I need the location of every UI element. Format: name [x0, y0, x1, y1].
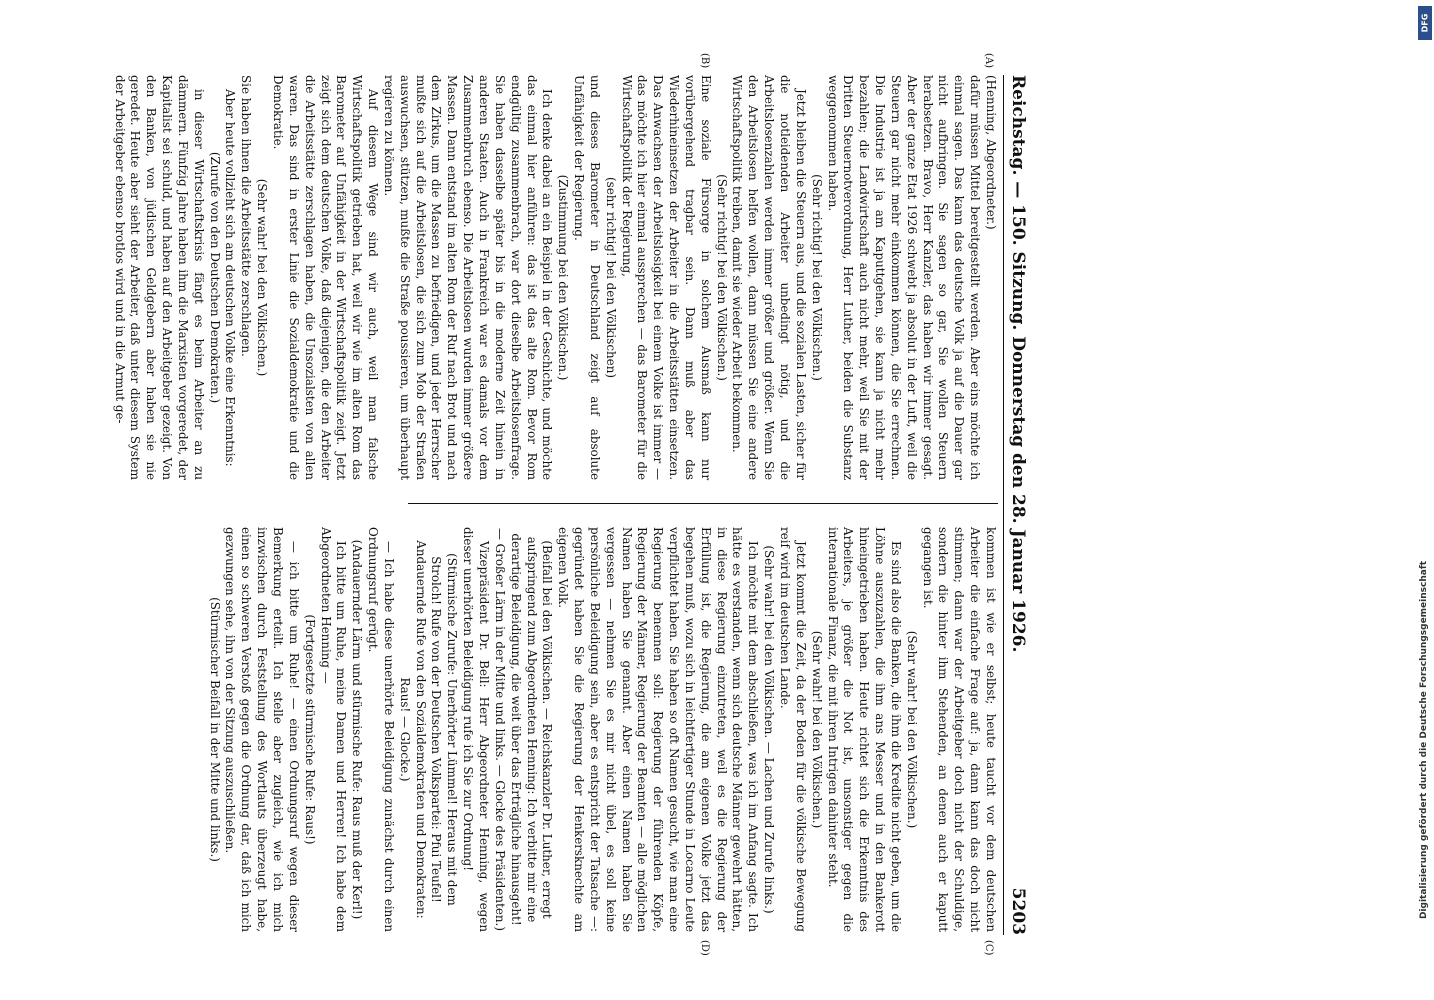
- paragraph: Auf diesem Wege sind wir auch, weil man falsche Wirtschaftspolitik getrieben hat, weil wir wie im alten Rom das Barometer auf Unfähigkeit in der Wirtschaftspolitik zeigt. Jetzt zeigt sich dem deutschen Volke, daß diejenigen, die den Arbeiter die Arbeitsstätte zerschlagen haben, die Unsozialsten von allen waren. Das sind in erster Linie die Sozialdemokratie und die Demokratie.: [271, 75, 381, 480]
- sidebar-caption: [1416, 500, 1432, 980]
- rotated-page: [112, 53, 1030, 956]
- page-header: [1003, 75, 1030, 935]
- interjection: (Fortgesetzte stürmische Rufe: Raus!): [302, 614, 317, 845]
- margin-marker-a: (A): [983, 53, 994, 69]
- paragraph: kommen ist wie er selbst; heute taucht vor dem deutschen Arbeiter die einfache Frage auf: ja, dann kann das doch nicht stimmen; dann war der Arbeitgeber doch nicht der Schuldige, sondern die hinter ihm Stehenden, an denen auch er kaputt gegangen ist.: [920, 527, 998, 932]
- interjection: (Stürmischer Beifall in der Mitte und links.): [207, 597, 222, 862]
- paragraph: Ich bitte um Ruhe, meine Damen und Herren! Ich habe dem Abgeordneten Henning —: [318, 527, 349, 932]
- paragraph: Vizepräsident Dr. Bell: Herr Abgeordneter Henning, wegen dieser unerhörten Beleidigung rufe ich Sie zur Ordnung!: [461, 527, 491, 932]
- column-divider: [408, 503, 998, 504]
- paragraph: Ich denke dabei an ein Beispiel in der Geschichte, und möchte das einmal hier anführen: das ist das alte Rom. Bevor Rom endgültig zusammenbrach, war dort dieselbe Arbeitslosenfrage. Sie haben dasselbe später bis in die moderne Zeit hinein in anderen Staaten. Auch in Frankreich war es damals vor dem Zusammenbruch ebenso. Die Arbeitslosen wurden immer größere Massen. Dann entstand im alten Rom der Ruf nach Brot und nach dem Zirkus, um die Massen zu befriedigen, und jeder Herrscher mußte sich auf die Arbeitslosen, die sich zum Mob der Straßen auswuchsen, stützen, mußte die Straße poussieren, um überhaupt regieren zu können.: [381, 75, 555, 480]
- paragraph: Eine soziale Fürsorge in solchem Ausmaß kann nur vorübergehend tragbar sein. Dann muß aber das Wiederhineinsetzen der Arbeiter in die Arbeitsstätten einsetzen. Das Anwachsen der Arbeitslosigkeit bei einem Volke ist immer — das möchte ich hier einmal aussprechen — das Barometer für die Wirtschaftspolitik der Regierung,: [619, 75, 713, 480]
- paragraph: Jetzt kommt die Zeit, da der Boden für die völkische Bewegung reif wird im deutschen Lande.: [778, 527, 808, 932]
- dfg-logo-text: DFG: [1420, 13, 1430, 33]
- paragraph: (Henning, Abgeordneter.): [984, 75, 998, 230]
- paragraph: in dieser Wirtschaftskrisis fängt es beim Arbeiter an zu dämmern. Fünfzig Jahre haben ihm die Marxisten vorgeredet, der Kapitalist sei schuld, und haben auf den Arbeitgeber gezeigt. Von den Banken, von jüdischen Geldgebern aber haben sie nie geredet. Heute aber sieht der Arbeiter, daß unter diesem System der Arbeitgeber ebenso brotlos wird und in die Armut ge-: [112, 75, 206, 480]
- paragraph: Aber heute vollzieht sich am deutschen Volke eine Erkenntnis:: [223, 89, 238, 467]
- paragraph: Sie haben ihnen die Arbeitsstätte zerschlagen.: [239, 75, 254, 357]
- paragraph: und dieses Barometer in Deutschland zeigt auf absolute Unfähigkeit der Regierung.: [572, 75, 602, 480]
- header-title: Reichstag. — 150. Sitzung. Donnerstag den 28. Januar 1926.: [1008, 75, 1028, 653]
- interjection: (Andauernder Lärm und stürmische Rufe: Raus muß der Kerl!): [350, 539, 365, 920]
- paragraph: — ich bitte um Ruhe! — einen Ordnungsruf wegen dieser Bemerkung erteilt. Ich stelle aber zugleich, wie ich mich inzwischen durch Feststellung des Wortlauts überzeugt habe, einen so schweren Verstoß gegen die Ordnung dar, daß ich mich gezwungen sehe, ihn von der Sitzung auszuschließen.: [223, 527, 301, 932]
- margin-marker-d: (D): [699, 940, 710, 956]
- paragraph: Ich möchte mit dem abschließen, was ich im Anfang sagte. Ich hätte es verstanden, wenn sich deutsche Männer gewehrt hätten, in diese Regierung einzutreten, weil es die Regierung der Erfüllung ist, die Regierung, die am eigenen Volke jetzt das begehen muß, wozu sich in leichtfertiger Stunde in Locarno Leute verpflichtet haben. Sie haben so oft Namen gesucht, wie man eine Regierung benennen soll: Regierung der führenden Köpfe, Regierung der Männer, Regierung der Beamten — alle möglichen Namen haben Sie genannt. Aber einen Namen haben Sie vergessen — nehmen Sie es mir nicht übel, es soll keine persönliche Beleidigung sein, aber es entspricht der Tatsache —: gegründet haben Sie die Regierung der Henkersknechte am eigenen Volk.: [556, 527, 761, 932]
- paragraph: dafür müssen Mittel bereitgestellt werden. Aber eins möchte ich einmal sagen. Das kann das deutsche Volk ja auf die Dauer gar nicht aufbringen. Sie sagen so gar, Sie wollen Steuern herabsetzen. Bravo, Herr Kanzler, das haben wir immer gesagt. Aber der ganze Etat 1926 schwebt ja absolut in der Luft, weil die Steuern gar nicht mehr einkommen können, die Sie errechnen. Die Industrie ist ja am Kaputtgehen, sie kann ja nicht mehr bezahlen; die Landwirtschaft auch nicht mehr, weil Sie mit der Dritten Steuernotverordnung, Herr Luther, beiden die Substanz weggenommen haben.: [825, 75, 983, 480]
- right-column: [206, 527, 998, 932]
- paragraph: — Ich habe diese unerhörte Beleidigung zunächst durch einen Ordnungsruf gerügt.: [366, 527, 396, 932]
- margin-marker-b: (B): [699, 53, 710, 69]
- interjection: (sehr richtig! bei den Völkischen): [603, 177, 618, 378]
- paragraph: Es sind also die Banken, die ihm die Kredite nicht geben, um die Löhne auszuzahlen, die ihm ans Messer und in den Bankerott hineingetrieben haben. Heute richtet sich die Erkenntnis des Arbeiters, je größer die Not ist, unsonstiger gegen die internationale Finanz, die mit ihren Intrigen dahinter steht.: [825, 527, 903, 932]
- margin-marker-c: (C): [983, 940, 994, 956]
- interjection: (Sehr wahr! bei den Völkischen.): [904, 630, 919, 829]
- interjection: (Zurufe von den Deutschen Demokraten.): [207, 151, 222, 404]
- paragraph: Jetzt bleiben die Steuern aus, und die sozialen Lasten, sicher für die notleidenden Arbeiter unbedingt nötig, und die Arbeitslosenzahlen werden immer größer und größer. Wenn Sie den Arbeitslosen helfen wollen, dann müssen Sie eine andere Wirtschaftspolitik treiben, damit sie wieder Arbeit bekommen.: [730, 75, 808, 480]
- interjection: (Sehr wahr! bei den Völkischen.): [255, 178, 270, 377]
- interjection: (Sehr richtig! bei den Völkischen.): [809, 174, 824, 381]
- interjection: (Stürmische Zurufe: Unerhörter Lümmel! Heraus mit dem Strolch! Rufe von der Deutschen Volkspartei: Pfui Teufel! Andauernde Rufe von den Sozialdemokraten und Demokraten: Raus! — Glocke.): [397, 540, 460, 919]
- sidebar-caption-text: Digitalisierung gefördert durch die Deutsche Forschungsgemeinschaft: [1419, 560, 1429, 920]
- left-column: [111, 75, 998, 480]
- interjection: (Sehr wahr! bei den Völkischen. — Lachen und Zurufe links.): [762, 545, 777, 914]
- interjection: (Beifall bei den Völkischen. — Reichskanzler Dr. Luther, erregt aufspringend zum Abgeordneten Henning: Ich verbitte mir eine derartige Beleidigung, die weit über das Erträgliche hinausgeht! — Großer Lärm in der Mitte und links. — Glocke des Präsidenten.): [492, 528, 555, 931]
- interjection: (Sehr wahr! bei den Völkischen.): [809, 630, 824, 829]
- interjection: (Zustimmung bei den Völkischen.): [556, 174, 571, 381]
- interjection: (Sehr richtig! bei den Völkischen.): [714, 174, 729, 381]
- dfg-logo: [1418, 6, 1432, 40]
- header-page-number: 5203: [1008, 887, 1028, 935]
